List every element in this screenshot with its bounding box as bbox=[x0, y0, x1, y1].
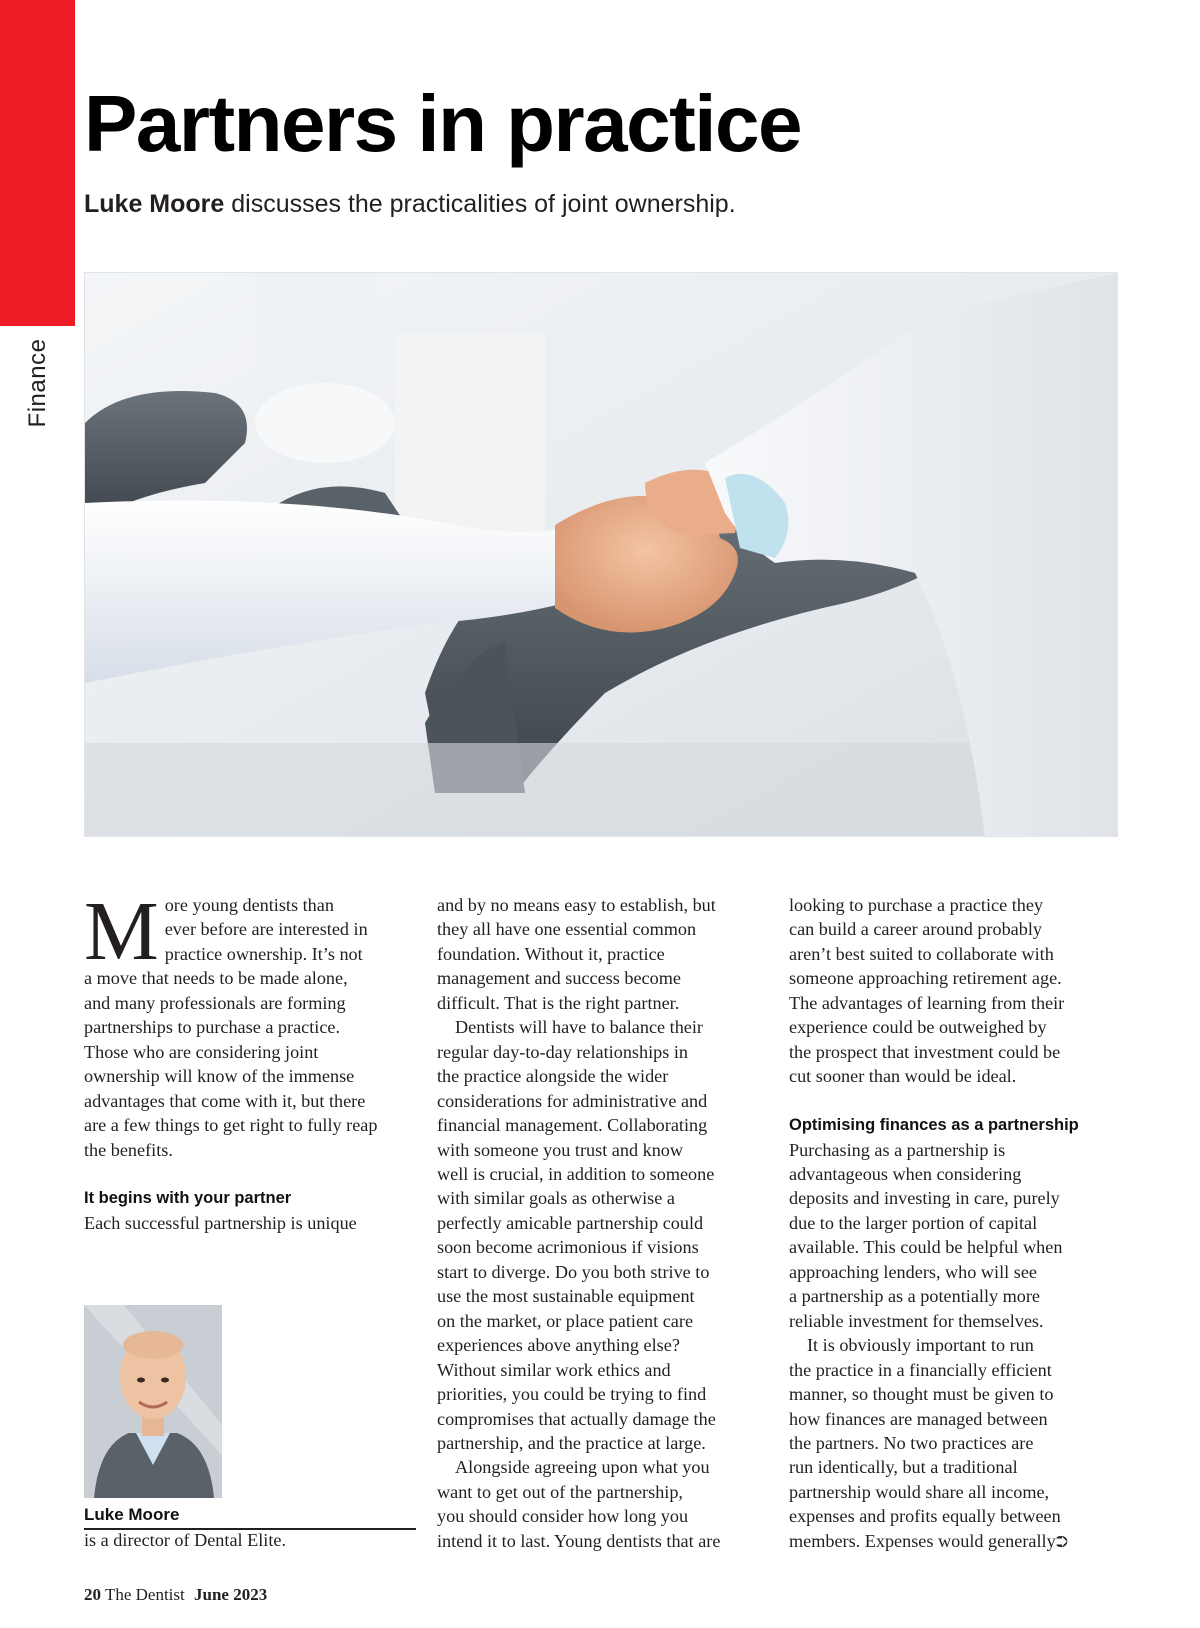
body-line: partnership, and the practice at large. bbox=[437, 1432, 706, 1453]
article-column-2 bbox=[437, 893, 769, 1553]
body-line: on the market, or place patient care bbox=[437, 1310, 694, 1331]
body-line-text: members. Expenses would generally bbox=[789, 1530, 1056, 1551]
body-line: a move that needs to be made alone, bbox=[84, 968, 348, 989]
body-line: use the most sustainable equipment bbox=[437, 1286, 695, 1307]
author-portrait bbox=[84, 1305, 222, 1498]
body-line: approaching lenders, who will see bbox=[789, 1261, 1037, 1282]
body-line: ever before are interested in bbox=[164, 919, 368, 940]
body-line: someone approaching retirement age. bbox=[789, 968, 1062, 989]
subheading-finances: Optimising finances as a partnership bbox=[789, 1116, 1079, 1135]
section-label: Finance bbox=[24, 338, 51, 428]
body-line: Without similar work ethics and bbox=[437, 1359, 671, 1380]
body-line: management and success become bbox=[437, 968, 681, 989]
standfirst-text: discusses the practicalities of joint ownership. bbox=[224, 190, 736, 218]
body-line: the practice alongside the wider bbox=[437, 1066, 669, 1087]
hero-handshake-photo bbox=[84, 272, 1118, 837]
body-line: are a few things to get right to fully reap bbox=[84, 1115, 378, 1136]
body-line: considerations for administrative and bbox=[437, 1090, 708, 1111]
body-line: Those who are considering joint bbox=[84, 1041, 319, 1062]
body-line: the partners. No two practices are bbox=[789, 1432, 1034, 1453]
body-line: Dentists will have to balance their bbox=[455, 1017, 703, 1038]
body-line: and many professionals are forming bbox=[84, 992, 346, 1013]
continue-arrow-icon: ⮊ bbox=[1055, 1531, 1068, 1551]
body-line: ore young dentists than bbox=[164, 895, 334, 915]
body-line: a partnership as a potentially more bbox=[789, 1286, 1041, 1307]
body-line: priorities, you could be trying to find bbox=[437, 1384, 707, 1405]
body-line-last bbox=[789, 1529, 1121, 1554]
body-line: foundation. Without it, practice bbox=[437, 943, 665, 964]
body-line: the prospect that investment could be bbox=[789, 1041, 1061, 1062]
body-line: Purchasing as a partnership is bbox=[789, 1139, 1006, 1160]
publication-name: The Dentist bbox=[104, 1585, 185, 1604]
body-line: Each successful partnership is unique bbox=[84, 1212, 357, 1233]
body-line: ownership will know of the immense bbox=[84, 1066, 355, 1087]
body-line: they all have one essential common bbox=[437, 919, 697, 940]
author-bio: is a director of Dental Elite. bbox=[84, 1530, 287, 1550]
body-line: run identically, but a traditional bbox=[789, 1457, 1018, 1478]
article-column-3 bbox=[789, 893, 1121, 1554]
body-line: the practice in a financially efficient bbox=[789, 1359, 1052, 1380]
body-line: with someone you trust and know bbox=[437, 1139, 684, 1160]
body-line: compromises that actually damage the bbox=[437, 1408, 716, 1429]
body-line: It is obviously important to run bbox=[807, 1335, 1034, 1356]
body-line: want to get out of the partnership, bbox=[437, 1481, 683, 1502]
body-line: practice ownership. It’s not bbox=[164, 943, 363, 964]
body-line: can build a career around probably bbox=[789, 919, 1042, 940]
body-line: experiences above anything else? bbox=[437, 1335, 680, 1356]
body-line: start to diverge. Do you both strive to bbox=[437, 1261, 710, 1282]
body-line: aren’t best suited to collaborate with bbox=[789, 943, 1054, 964]
page-footer bbox=[84, 1585, 267, 1605]
issue-date: June 2023 bbox=[194, 1585, 268, 1604]
author-portrait-illustration bbox=[84, 1305, 222, 1498]
body-line: well is crucial, in addition to someone bbox=[437, 1163, 715, 1184]
body-line: cut sooner than would be ideal. bbox=[789, 1066, 1017, 1087]
body-line: you should consider how long you bbox=[437, 1506, 689, 1527]
page-number: 20 bbox=[84, 1585, 101, 1604]
body-line: experience could be outweighed by bbox=[789, 1017, 1047, 1038]
body-line: intend it to last. Young dentists that are bbox=[437, 1530, 721, 1551]
body-line: soon become acrimonious if visions bbox=[437, 1237, 699, 1258]
body-line: and by no means easy to establish, but bbox=[437, 895, 716, 915]
standfirst-author: Luke Moore bbox=[84, 190, 225, 218]
subheading-partner: It begins with your partner bbox=[84, 1189, 292, 1208]
body-line: partnerships to purchase a practice. bbox=[84, 1017, 341, 1038]
body-line: advantages that come with it, but there bbox=[84, 1090, 366, 1111]
body-line: how finances are managed between bbox=[789, 1408, 1048, 1429]
body-line: manner, so thought must be given to bbox=[789, 1384, 1054, 1405]
handshake-photo-illustration bbox=[85, 273, 1118, 837]
body-line: regular day-to-day relationships in bbox=[437, 1041, 689, 1062]
section-color-tab bbox=[0, 0, 75, 326]
body-line: advantageous when considering bbox=[789, 1163, 1022, 1184]
body-line: expenses and profits equally between bbox=[789, 1506, 1061, 1527]
body-line: financial management. Collaborating bbox=[437, 1115, 708, 1136]
body-line: deposits and investing in care, purely bbox=[789, 1188, 1060, 1209]
body-line: looking to purchase a practice they bbox=[789, 895, 1044, 915]
body-line: perfectly amicable partnership could bbox=[437, 1212, 704, 1233]
body-line: available. This could be helpful when bbox=[789, 1237, 1063, 1258]
body-line: reliable investment for themselves. bbox=[789, 1310, 1044, 1331]
body-line: difficult. That is the right partner. bbox=[437, 992, 680, 1013]
author-name: Luke Moore bbox=[84, 1504, 416, 1530]
body-line: the benefits. bbox=[84, 1139, 173, 1160]
body-line: with similar goals as otherwise a bbox=[437, 1188, 675, 1209]
standfirst bbox=[84, 190, 736, 219]
article-column-1 bbox=[84, 885, 416, 1235]
drop-cap: M bbox=[84, 885, 159, 978]
body-line: due to the larger portion of capital bbox=[789, 1212, 1038, 1233]
body-line: partnership would share all income, bbox=[789, 1481, 1050, 1502]
body-line: Alongside agreeing upon what you bbox=[455, 1457, 710, 1478]
body-line: The advantages of learning from their bbox=[789, 992, 1065, 1013]
article-headline: Partners in practice bbox=[84, 79, 801, 168]
